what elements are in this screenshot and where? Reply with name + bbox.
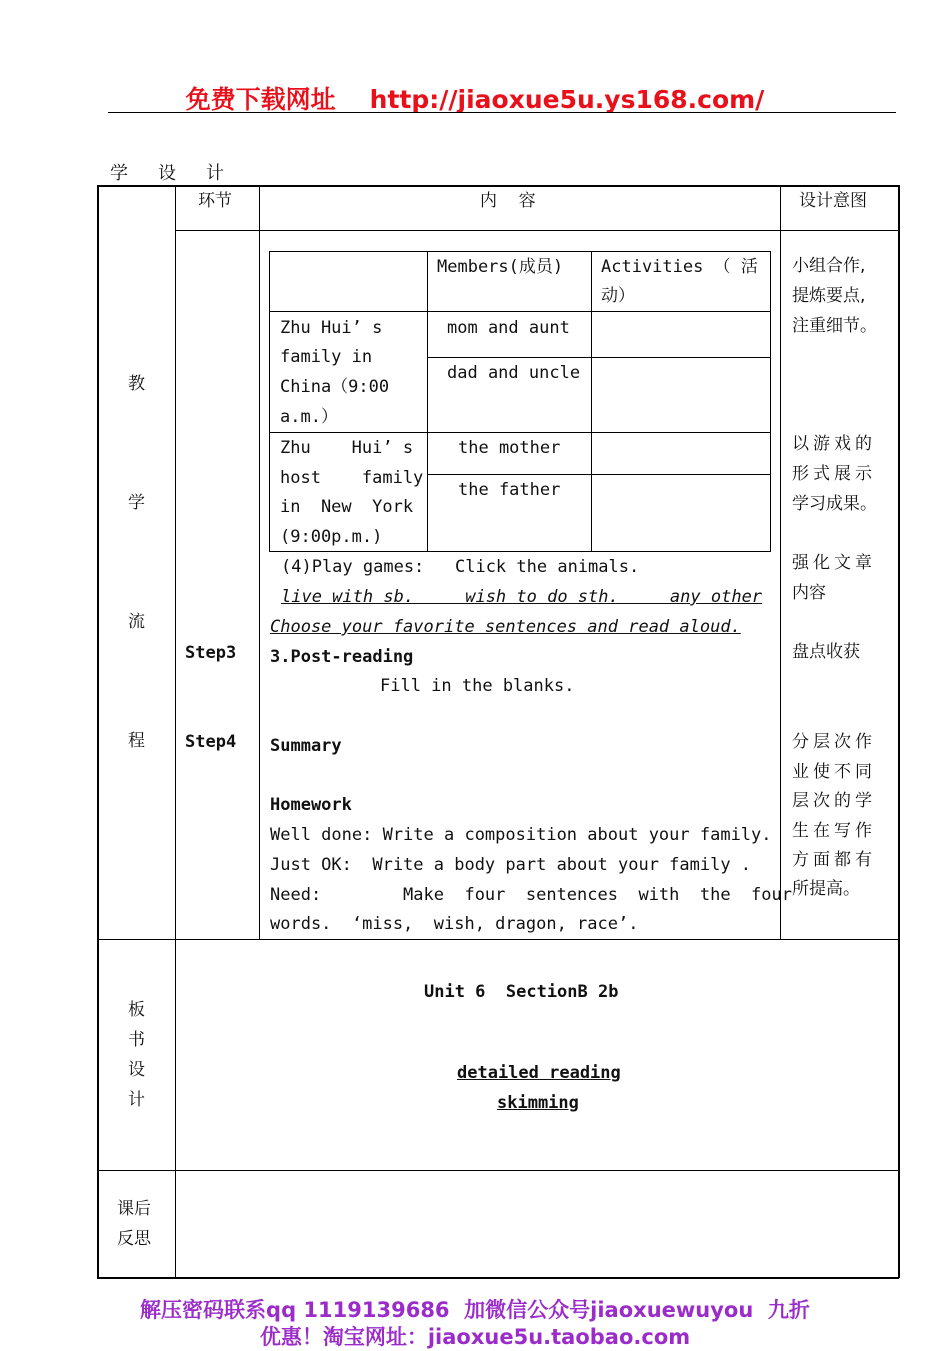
group1-line2: family in: [280, 347, 373, 367]
site-header: [0, 80, 950, 116]
intent-p5-5: 方面都有: [792, 850, 876, 870]
footer-line-1: 解压密码联系qq 1119139686 加微信公众号jiaoxuewuyou 九折: [140, 1298, 810, 1322]
group2-member-2: the father: [458, 480, 561, 500]
header-intent: 设计意图: [799, 191, 867, 211]
group1-line1: Zhu Hui’ s: [280, 318, 383, 338]
footer-line-2: 优惠！淘宝网址：jiaoxue5u.taobao.com: [259, 1325, 691, 1349]
inner-col-divider-1: [427, 251, 428, 552]
summary-heading: Summary: [270, 736, 342, 756]
intent-p3-2: 内容: [792, 583, 826, 603]
group2-line4: (9:00p.m.): [280, 527, 383, 547]
inner-table-right: [770, 251, 771, 552]
key-phrases: live with sb. wish to do sth. any other: [281, 587, 763, 607]
left-label-3: 流: [128, 612, 145, 632]
intent-p1-2: 提炼要点,: [792, 286, 866, 306]
step3-label: Step3: [185, 643, 237, 663]
group2-line2: host family: [280, 468, 424, 488]
board-title: Unit 6 SectionB 2b: [424, 982, 619, 1002]
inner-row-divider-1: [269, 311, 770, 312]
header-row-divider: [175, 230, 899, 231]
homework-heading: Homework: [270, 795, 352, 815]
inner-col-divider-2: [591, 251, 592, 552]
board-label-3: 设: [128, 1060, 145, 1080]
row-divider-board: [97, 939, 899, 940]
intent-p1-3: 注重细节。: [792, 316, 877, 336]
choose-sentences: Choose your favorite sentences and read aloud.: [270, 617, 741, 637]
homework-words: words. ‘miss, wish, dragon, race’.: [270, 914, 639, 934]
header-url[interactable]: http://jiaoxue5u.ys168.com/: [369, 85, 765, 114]
board-line-2: skimming: [497, 1093, 579, 1113]
board-line-1: detailed reading: [457, 1063, 621, 1083]
homework-just-ok: Just OK: Write a body part about your family .: [270, 855, 752, 875]
group2-line1: Zhu Hui’ s: [280, 438, 414, 458]
intent-p5-1: 分层次作: [792, 732, 876, 752]
header-stage: 环节: [198, 191, 232, 211]
fill-blanks-text: Fill in the blanks.: [380, 676, 575, 696]
header-label: 免费下载网址: [185, 85, 336, 114]
reflection-label-2: 反思: [117, 1229, 151, 1249]
left-label-1: 教: [128, 374, 145, 394]
intent-p2-1: 以游戏的: [792, 434, 876, 454]
homework-well-done: Well done: Write a composition about your family.: [270, 825, 772, 845]
intent-p4: 盘点收获: [792, 642, 860, 662]
homework-need: Need: Make four sentences with the four: [270, 885, 792, 905]
inner-table-left: [269, 251, 270, 552]
section-label: 学设计: [110, 163, 254, 184]
step4-label: Step4: [185, 732, 237, 752]
intent-p2-3: 学习成果。: [792, 494, 877, 514]
inner-col-activities-1: Activities （ 活: [601, 257, 758, 277]
group2-member-1: the mother: [458, 438, 561, 458]
group2-line3: in New York: [280, 497, 414, 517]
intent-p1-1: 小组合作,: [792, 256, 866, 276]
left-label-4: 程: [128, 731, 145, 751]
reflection-label-1: 课后: [117, 1199, 151, 1219]
intent-p2-2: 形式展示: [792, 464, 876, 484]
intent-p5-3: 层次的学: [792, 791, 876, 811]
intent-p5-6: 所提高。: [792, 879, 860, 899]
board-label-4: 计: [128, 1090, 145, 1110]
board-label-2: 书: [128, 1030, 145, 1050]
group1-member-2: dad and uncle: [447, 363, 581, 383]
inner-col-members: Members(成员): [437, 257, 564, 277]
col-divider-2: [259, 185, 260, 939]
row-divider-reflection: [97, 1170, 899, 1171]
col-divider-3: [780, 185, 781, 939]
play-games-text: (4)Play games: Click the animals.: [281, 557, 640, 577]
post-reading-heading: 3.Post-reading: [270, 647, 414, 667]
group1-line4: a.m.）: [280, 407, 338, 427]
intent-p5-2: 业使不同: [792, 762, 876, 782]
board-label-1: 板: [128, 1000, 145, 1020]
group1-line3: China（9:00: [280, 377, 390, 397]
header-content: 内 容: [480, 191, 536, 211]
intent-p3-1: 强化文章: [792, 553, 876, 573]
group1-member-1: mom and aunt: [447, 318, 570, 338]
inner-col-activities-2: 动）: [601, 286, 635, 306]
intent-p5-4: 生在写作: [792, 821, 876, 841]
col-divider-1: [175, 185, 176, 1278]
table-border-left: [97, 185, 99, 1278]
header-divider: [108, 112, 896, 113]
left-label-2: 学: [128, 493, 145, 513]
table-border-bottom: [97, 1277, 899, 1279]
table-border-right: [898, 185, 900, 1278]
